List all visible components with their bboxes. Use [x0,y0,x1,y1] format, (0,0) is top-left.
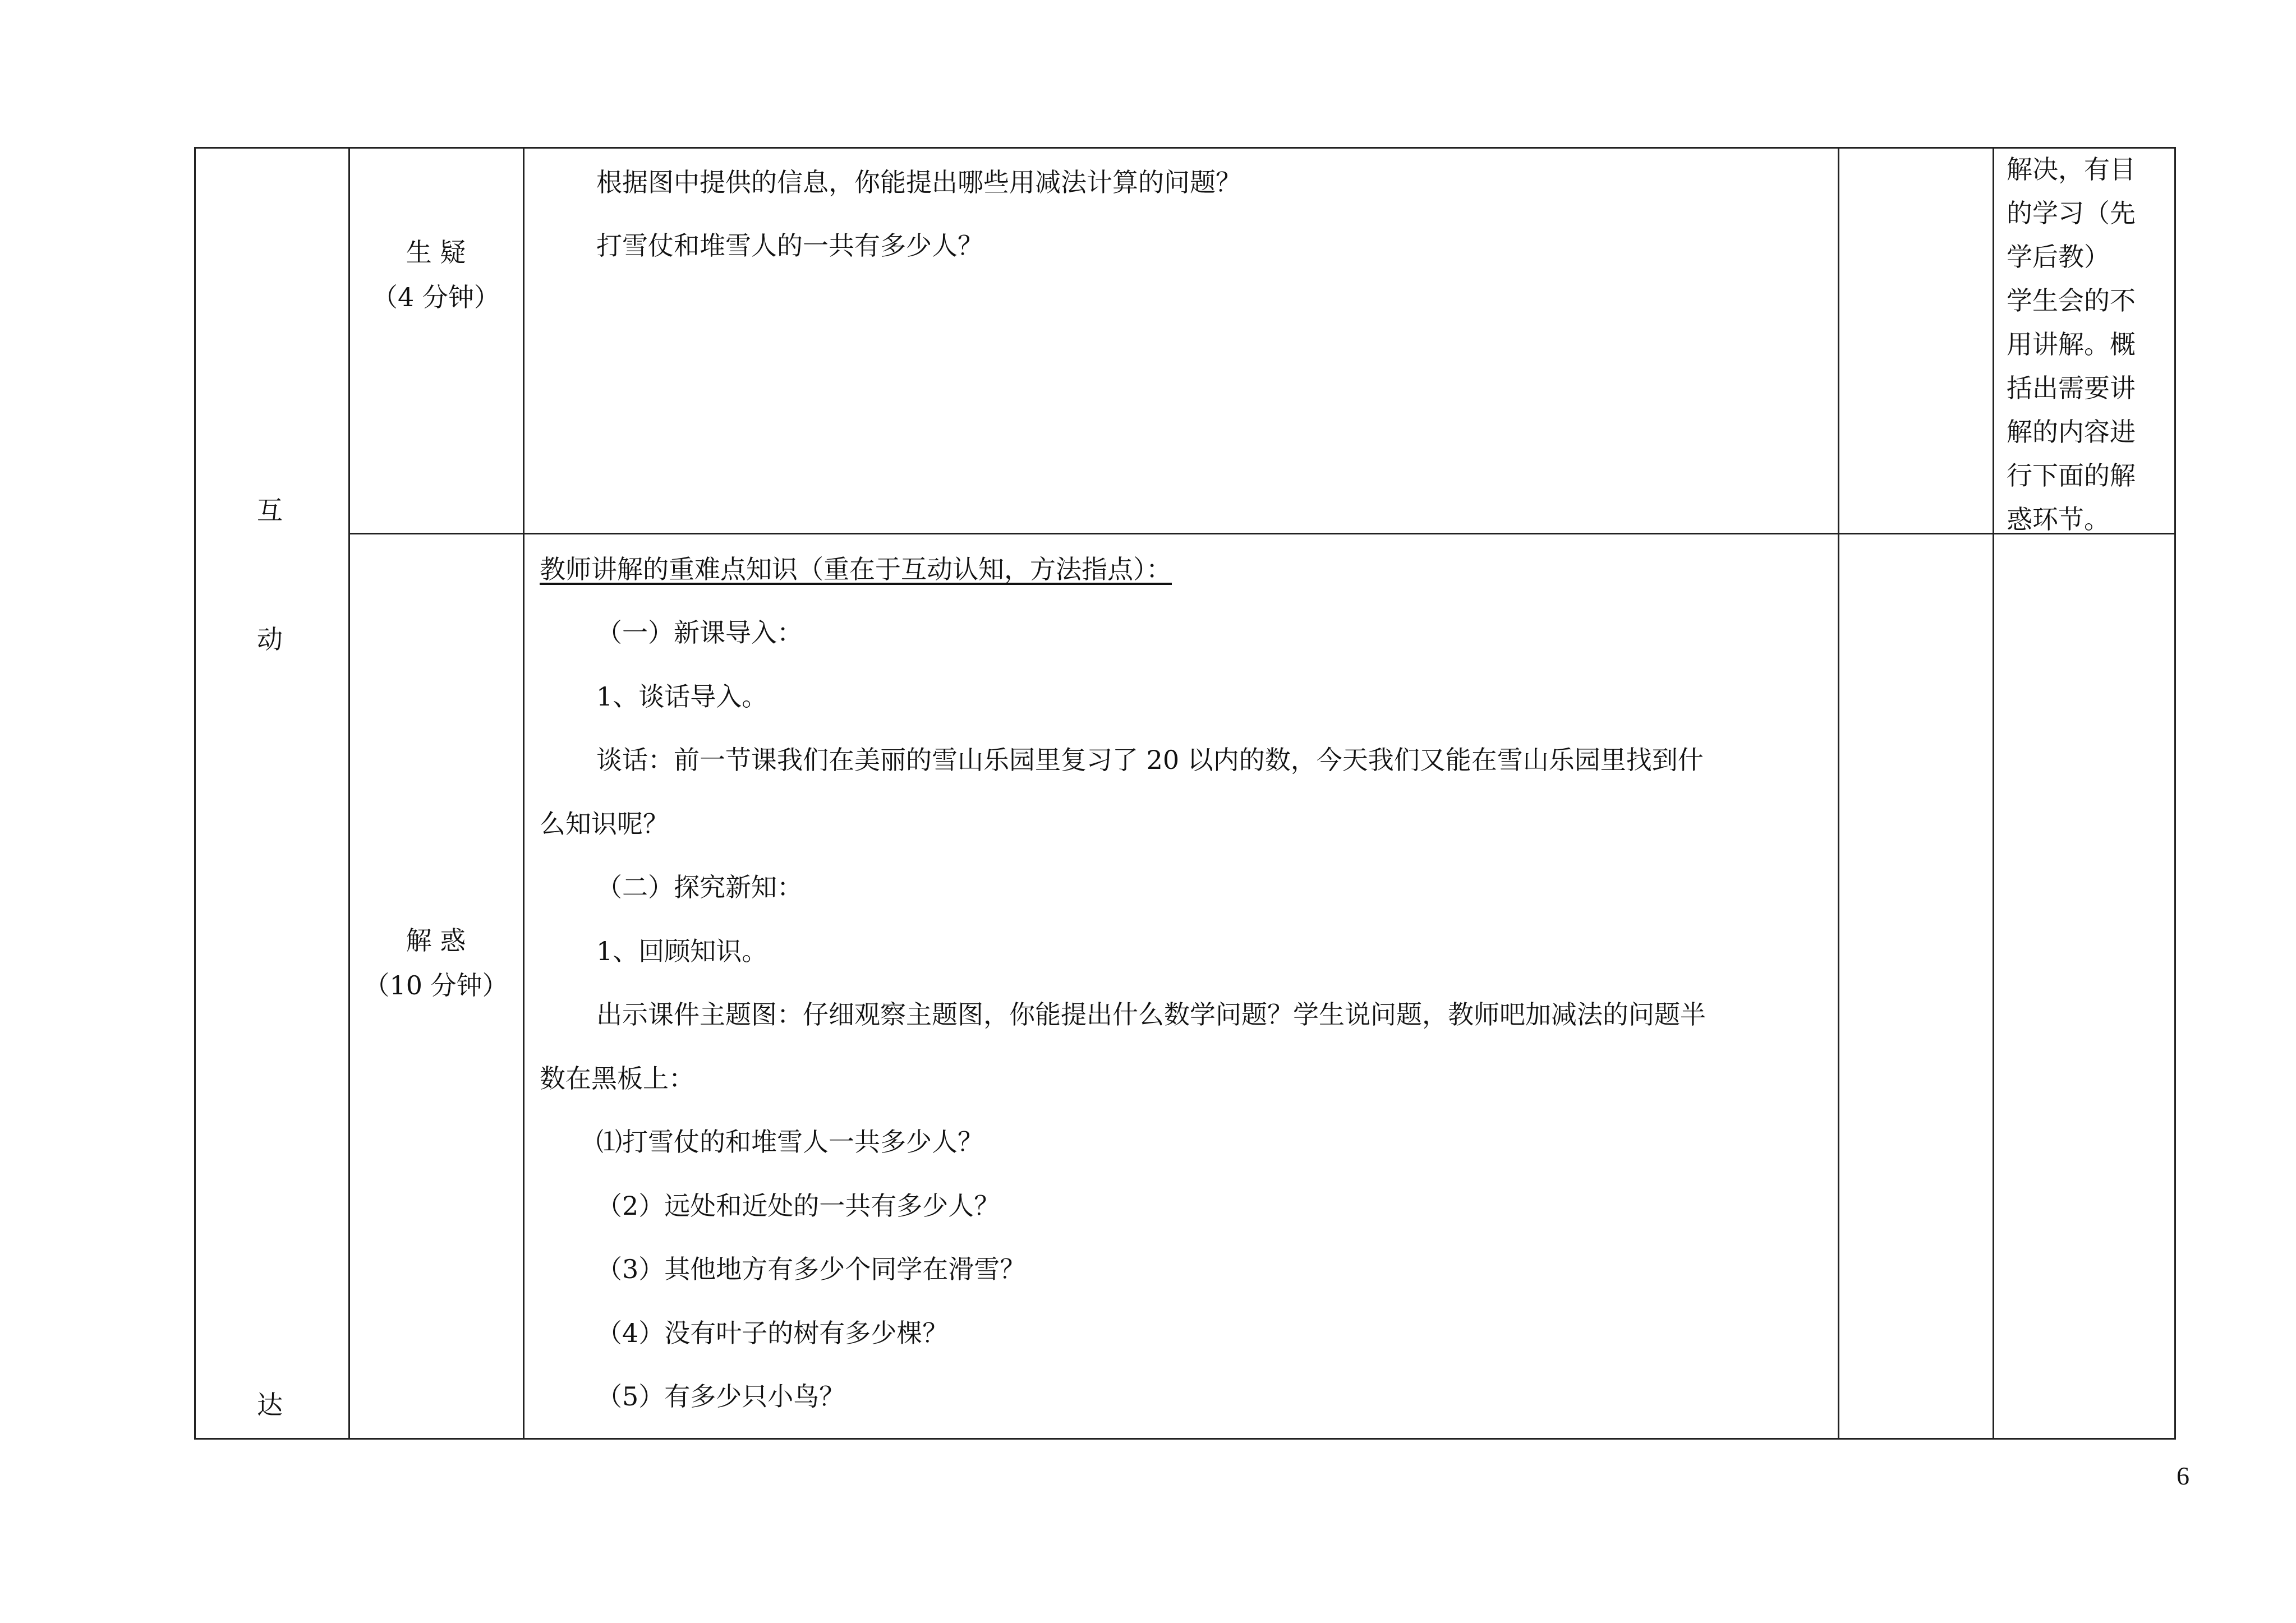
stage-name: 生 疑 [406,237,466,268]
table-border-right [2174,147,2176,1440]
section-char: 互 [257,495,283,525]
table-border-left [194,147,196,1440]
note-line: 学生会的不 [2007,285,2136,316]
note-line: 括出需要讲 [2007,373,2136,403]
content-line: （3）其他地方有多少个同学在滑雪？ [596,1254,1026,1284]
table-border-top [194,147,2176,149]
stage-name: 解 惑 [406,925,466,956]
stage-duration: （10 分钟） [364,970,508,1000]
table-divider [1838,147,1839,1440]
content-line: （二）探究新知： [596,872,803,902]
section-char: 达 [257,1390,283,1420]
table-border-bottom [194,1438,2176,1440]
content-line: 打雪仗和堆雪人的一共有多少人？ [596,230,983,261]
lesson-plan-table [194,147,2176,1440]
section-heading: 教师讲解的重难点知识（重在于互动认知，方法指点）： [540,554,1172,584]
content-line: 数在黑板上： [540,1063,694,1094]
section-char: 动 [257,624,283,654]
content-line: （一）新课导入： [596,617,803,648]
table-divider [523,147,524,1440]
content-line: 么知识呢？ [540,809,669,839]
table-row-divider [348,533,2176,534]
content-line: （2）远处和近处的一共有多少人？ [596,1191,1000,1221]
note-line: 学后教） [2007,242,2110,272]
table-divider [1993,147,1994,1440]
content-line: （4）没有叶子的树有多少棵？ [596,1318,949,1348]
content-line: 根据图中提供的信息，你能提出哪些用减法计算的问题？ [596,167,1241,197]
note-line: 解的内容进 [2007,417,2136,447]
content-line: ⑴打雪仗的和堆雪人一共多少人？ [596,1127,983,1157]
content-line: 出示课件主题图：仔细观察主题图，你能提出什么数学问题？学生说问题，教师吧加减法的问题半 [596,999,1706,1030]
content-line: 1、谈话导入。 [596,681,768,712]
note-line: 用讲解。概 [2007,329,2136,359]
note-line: 行下面的解 [2007,460,2136,491]
stage-duration: （4 分钟） [372,282,500,312]
content-line: 谈话：前一节课我们在美丽的雪山乐园里复习了 20 以内的数，今天我们又能在雪山乐园里找到什 [596,745,1704,775]
table-divider [348,147,350,1440]
content-line: 1、回顾知识。 [596,936,768,966]
note-line: 解决，有目 [2007,154,2136,185]
note-line: 的学习（先 [2007,198,2136,228]
content-line: （5）有多少只小鸟？ [596,1381,845,1412]
page-number: 6 [2177,1461,2189,1490]
note-line: 惑环节。 [2007,504,2110,534]
